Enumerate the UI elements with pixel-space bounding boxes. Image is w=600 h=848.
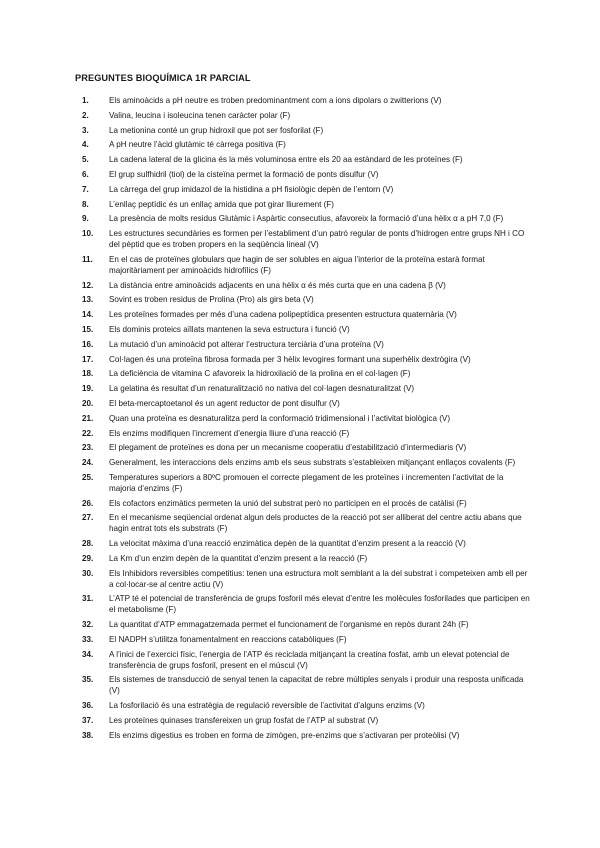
question-number: 38. [82, 730, 94, 740]
question-item [82, 620, 532, 631]
question-item [82, 458, 532, 469]
question-item [82, 701, 532, 712]
question-item [82, 716, 532, 727]
question-number: 9. [82, 214, 89, 224]
question-text: Les proteïnes formades per més d’una cadena polipeptídica presenten estructura quaternària (V) [109, 310, 457, 320]
question-text: La càrrega del grup imidazol de la histidina a pH fisiològic depèn de l’entorn (V) [109, 184, 394, 194]
question-number: 4. [82, 140, 89, 150]
question-item [82, 499, 532, 510]
question-number: 13. [82, 295, 94, 305]
question-text: El NADPH s’utilitza fonamentalment en reaccions catabòliques (F) [109, 634, 347, 644]
question-text: Els dominis proteics aïllats mantenen la seva estructura i funció (V) [109, 324, 350, 334]
question-number: 15. [82, 324, 94, 334]
question-text: Quan una proteïna es desnaturalitza perd la conformació tridimensional i l’activitat biològica (V) [109, 413, 451, 423]
question-item [82, 214, 532, 225]
question-text: La quantitat d’ATP emmagatzemada permet el funcionament de l’organisme en repòs durant 24h (F) [109, 620, 469, 630]
question-number: 29. [82, 553, 94, 563]
question-number: 22. [82, 428, 94, 438]
question-number: 11. [82, 254, 93, 264]
question-number: 17. [82, 354, 94, 364]
question-item [82, 539, 532, 550]
question-number: 37. [82, 715, 94, 725]
question-number: 27. [82, 513, 94, 523]
question-text: Els sistemes de transducció de senyal tenen la capacitat de rebre múltiples senyals i produir una resposta unificada (V) [109, 675, 524, 696]
question-number: 20. [82, 398, 94, 408]
question-number: 31. [82, 594, 94, 604]
question-text: El plegament de proteïnes es dona per un mecanisme cooperatiu d’estabilització d’intermediaris (V) [109, 443, 467, 453]
question-number: 6. [82, 169, 89, 179]
question-item [82, 635, 532, 646]
question-text: L’ATP té el potencial de transferència de grups fosforil més elevat d’entre les molècules fosforilades que participen en el metabolisme (F) [109, 594, 530, 615]
question-text: La deficiència de vitamina C afavoreix la hidroxilació de la prolina en el col·lagen (F) [109, 369, 411, 379]
question-item [82, 170, 532, 181]
question-item [82, 443, 532, 454]
question-number: 19. [82, 384, 94, 394]
question-text: Els enzims digestius es troben en forma de zimògen, pre-enzims que s’activaran per proteòlisi (V) [109, 730, 460, 740]
question-text: Valina, leucina i isoleucina tenen caràcter polar (F) [109, 110, 291, 120]
question-number: 35. [82, 675, 94, 685]
question-number: 8. [82, 199, 89, 209]
question-item [82, 340, 532, 351]
question-number: 18. [82, 369, 94, 379]
question-item [82, 675, 532, 697]
question-item [82, 295, 532, 306]
question-text: La gelatina és resultat d’un renaturalització no nativa del col·lagen desnaturalitzat (V) [109, 384, 415, 394]
question-text: El grup sulfhidril (tiol) de la cisteïna permet la formació de ponts disulfur (V) [109, 169, 379, 179]
question-number: 10. [82, 229, 94, 239]
question-number: 14. [82, 310, 94, 320]
question-item [82, 414, 532, 425]
question-text: Els cofactors enzimàtics permeten la unió del substrat però no participen en el procés de catàlisi (F) [109, 498, 467, 508]
question-item [82, 369, 532, 380]
question-number: 24. [82, 458, 94, 468]
question-number: 23. [82, 443, 94, 453]
question-number: 7. [82, 184, 89, 194]
question-text: La mutació d’un aminoàcid pot alterar l’estructura terciària d’una proteïna (V) [109, 339, 384, 349]
question-number: 21. [82, 413, 94, 423]
question-number: 25. [82, 472, 94, 482]
question-item [82, 185, 532, 196]
question-text: La cadena lateral de la glicina és la més voluminosa entre els 20 aa estàndard de les proteïnes (F) [109, 155, 463, 165]
question-list [82, 96, 532, 746]
question-item [82, 731, 532, 742]
question-item [82, 310, 532, 321]
question-text: Col·lagen és una proteïna fibrosa formada per 3 hèlix levogires formant una superhèlix dextrògira (V) [109, 354, 471, 364]
question-text: La velocitat màxima d’una reacció enzimàtica depèn de la quantitat d’enzim present a la reacció (V) [109, 539, 466, 549]
question-item [82, 399, 532, 410]
question-text: La metionina conté un grup hidroxil que pot ser fosforilat (F) [109, 125, 324, 135]
question-number: 30. [82, 568, 94, 578]
question-text: La Km d’un enzim depèn de la quantitat d’enzim present a la reacció (F) [109, 553, 368, 563]
question-item [82, 569, 532, 591]
question-text: La distància entre aminoàcids adjacents en una hèlix α és més curta que en una cadena β (V) [109, 280, 446, 290]
question-number: 33. [82, 634, 94, 644]
question-text: L’enllaç peptídic és un enllaç amida que pot girar lliurement (F) [109, 199, 334, 209]
question-item [82, 140, 532, 151]
page-title: PREGUNTES BIOQUÍMICA 1R PARCIAL [75, 73, 251, 83]
question-text: En el mecanisme seqüencial ordenat algun dels productes de la reacció pot ser alliberat del centre actiu abans que hagin entrat tots els substrats (F) [109, 513, 522, 534]
question-item [82, 126, 532, 137]
question-number: 32. [82, 620, 94, 630]
question-text: Les estructures secundàries es formen per l’establiment d’un patró regular de ponts d’hidrogen entre grups NH i CO del pèptid que es troben propers en la seqüència lineal (V) [109, 229, 525, 250]
question-text: El beta-mercaptoetanol és un agent reductor de pont disulfur (V) [109, 398, 340, 408]
question-text: A l’inici de l’exercici físic, l’energia de l’ATP és reciclada mitjançant la creatina fosfat, amb un elevat potencial de transferència de grups fosforil, present en el múscul (V) [109, 649, 510, 670]
question-item [82, 281, 532, 292]
question-number: 3. [82, 125, 89, 135]
question-text: A pH neutre l’àcid glutàmic té càrrega positiva (F) [109, 140, 286, 150]
question-item [82, 355, 532, 366]
question-item [82, 325, 532, 336]
question-number: 5. [82, 155, 89, 165]
question-text: Generalment, les interaccions dels enzims amb els seus substrats s’estableixen mitjançant enllaços covalents (F) [109, 458, 516, 468]
question-text: Els aminoàcids a pH neutre es troben predominantment com a ions dipolars o zwitterions (V) [109, 96, 442, 105]
question-number: 26. [82, 498, 94, 508]
question-number: 12. [82, 280, 94, 290]
question-item [82, 111, 532, 122]
question-item [82, 594, 532, 616]
question-item [82, 650, 532, 672]
question-number: 36. [82, 701, 94, 711]
question-item [82, 429, 532, 440]
question-text: La fosforilació és una estratègia de regulació reversible de l’activitat d’alguns enzims (V) [109, 701, 425, 711]
question-item [82, 155, 532, 166]
question-item [82, 200, 532, 211]
question-item [82, 229, 532, 251]
question-number: 2. [82, 110, 89, 120]
question-item [82, 554, 532, 565]
question-item [82, 255, 532, 277]
question-item [82, 473, 532, 495]
question-text: Temperatures superiors a 80ºC promouen el correcte plegament de les proteïnes i incrementen l’activitat de la majoria d’enzims (F) [109, 472, 504, 493]
question-text: Els Inhibidors reversibles competitius: tenen una estructura molt semblant a la del substrat i competeixen amb ell per a col·locar-se al centre actiu (V) [109, 568, 528, 589]
question-number: 28. [82, 539, 94, 549]
question-text: La presència de molts residus Glutàmic i Aspàrtic consecutius, afavoreix la formació d’una hèlix α a pH 7,0 (F) [109, 214, 504, 224]
question-item [82, 384, 532, 395]
question-text: Les proteïnes quinases transfereixen un grup fosfat de l’ATP al substrat (V) [109, 715, 379, 725]
question-text: En el cas de proteïnes globulars que hagin de ser solubles en aigua l’interior de la proteïna estarà format majoritàriament per aminoàcids hidrofílics (F) [109, 254, 485, 275]
question-item [82, 513, 532, 535]
question-number: 1. [82, 96, 89, 105]
question-text: Els enzims modifiquen l’increment d’energia lliure d’una reacció (F) [109, 428, 350, 438]
question-number: 16. [82, 339, 94, 349]
question-item [82, 96, 532, 107]
question-text: Sovint es troben residus de Prolina (Pro) als girs beta (V) [109, 295, 314, 305]
question-number: 34. [82, 649, 94, 659]
